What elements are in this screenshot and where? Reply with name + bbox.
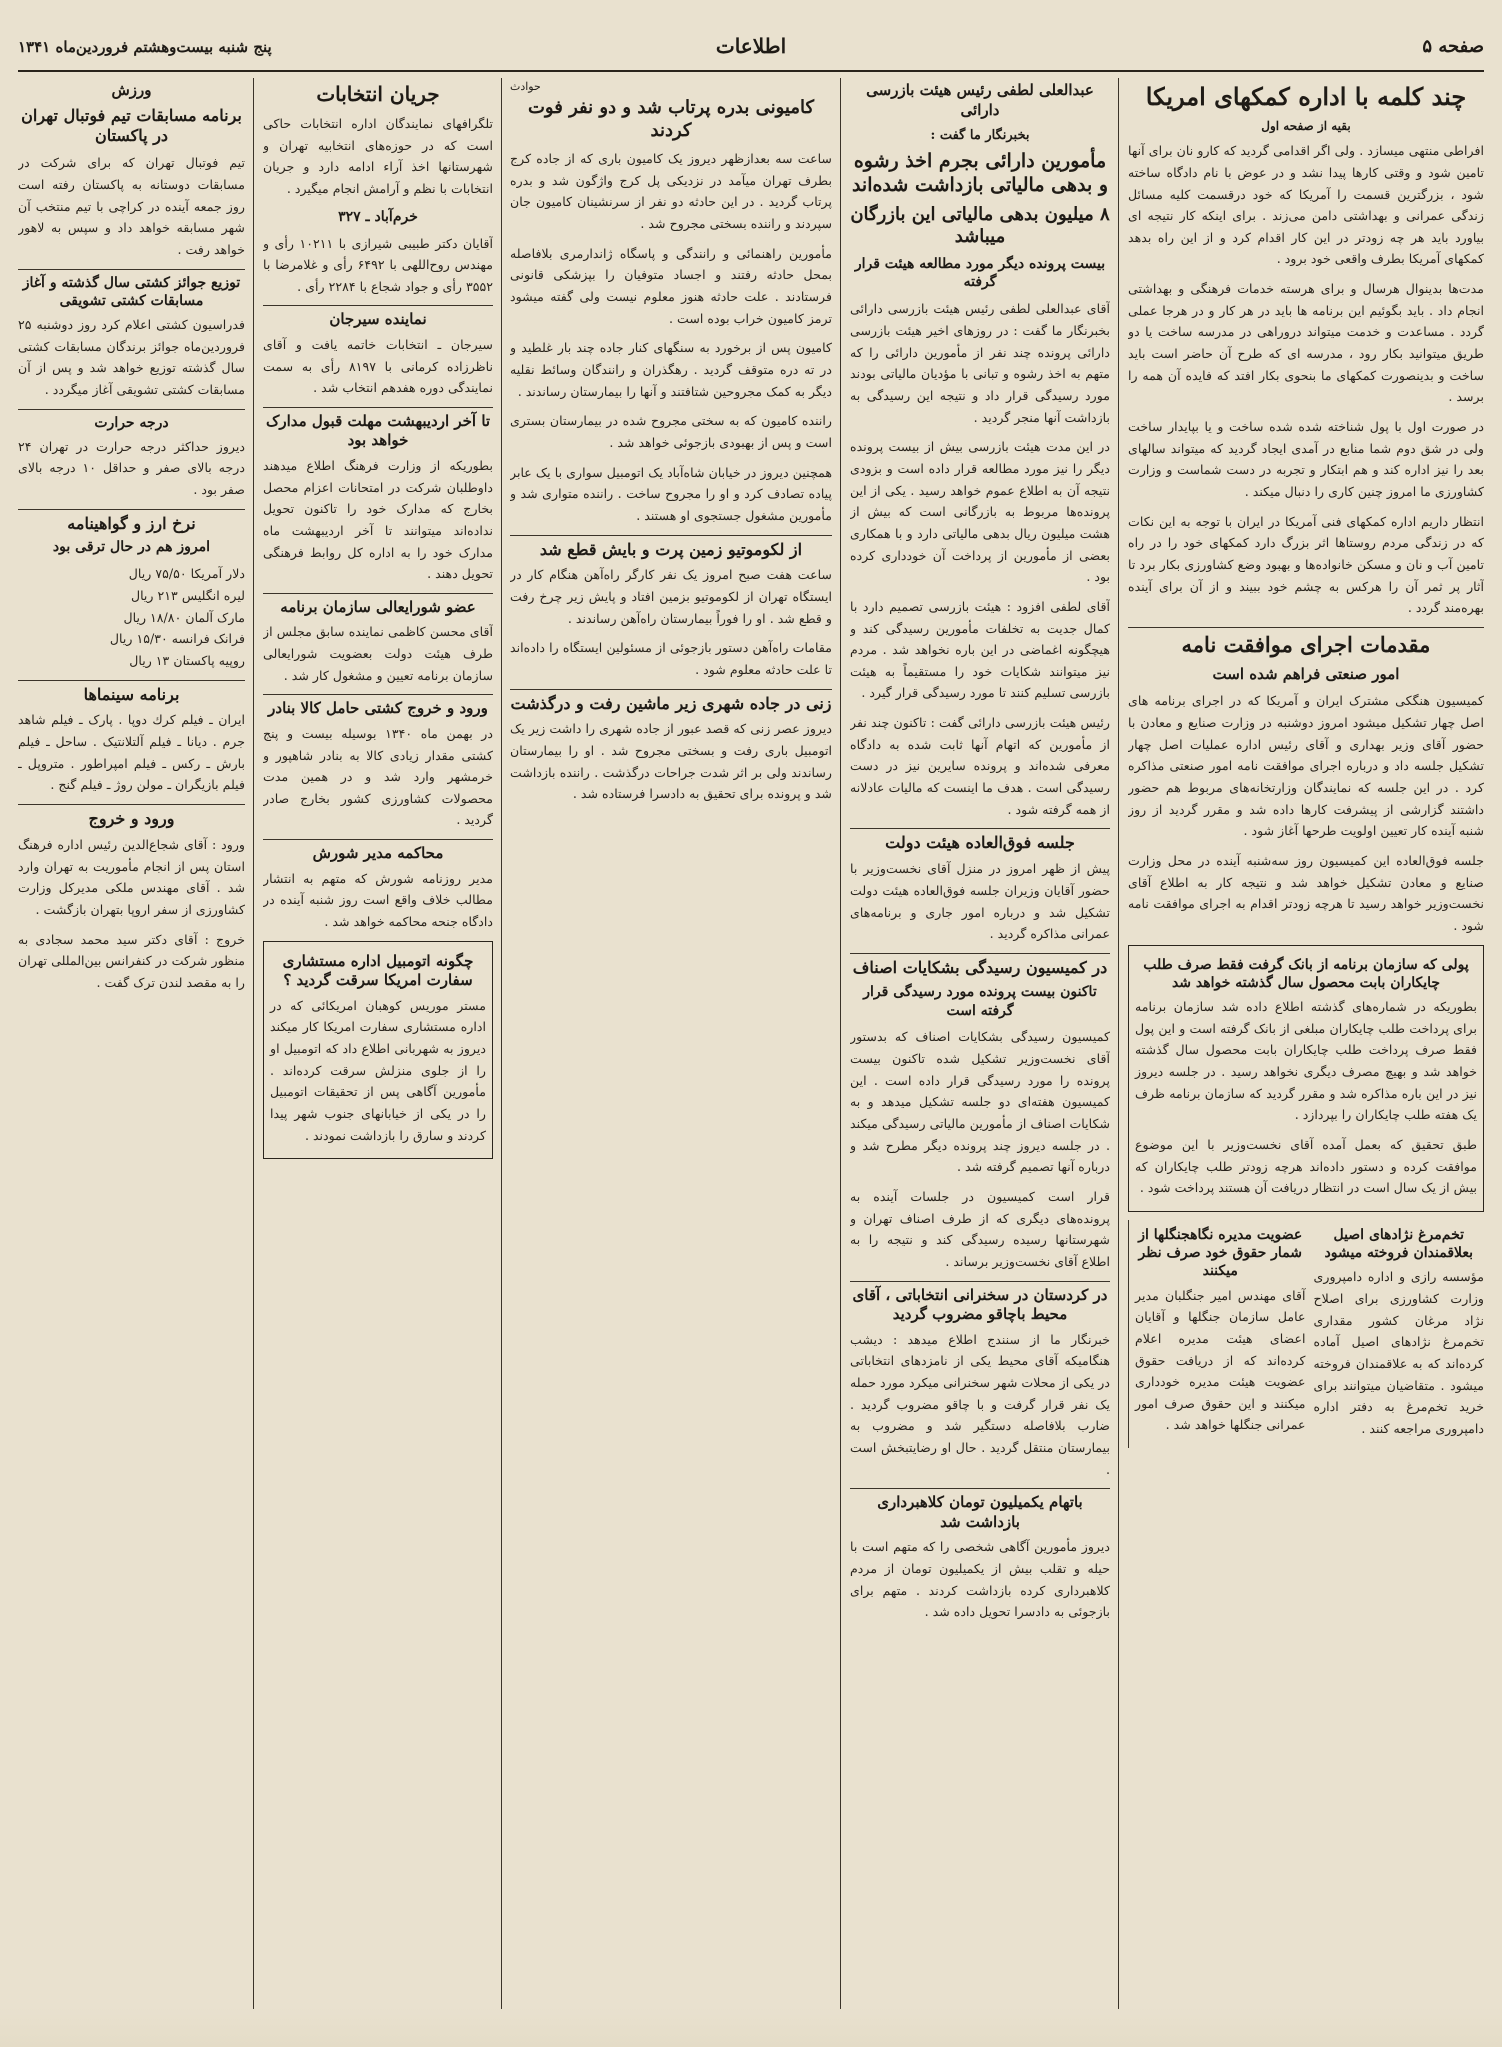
rate-row: دلار آمریکا ۷۵/۵۰ ریال: [128, 566, 245, 582]
article-paragraph: مأمورین راهنمائی و رانندگی و پاسگاه ژاندارمری بلافاصله بمحل حادثه رفتند و اجساد متوفیان را بپزشکی قانونی فرستادند . علت حادثه هنوز معلوم نیست ولی گفته میشود ترمز کامیون خراب بوده است .: [510, 245, 832, 326]
travel-headline: ورود و خروج: [18, 804, 245, 830]
locomotive-headline: از لکوموتیو زمین پرت و بایش قطع شد: [510, 535, 832, 561]
rate-row: روپیه پاکستان ۱۳ ریال: [129, 653, 245, 668]
cabinet-headline: جلسه فوق‌العاده هیئت دولت: [850, 828, 1110, 854]
inspection-kicker: عبدالعلی لطفی رئیس هیئت بازرسی دارائی: [866, 81, 1094, 120]
article-paragraph: آقایان دکتر طبیبی شیرازی با ۱۰۲۱۱ رأی و مهندس روح‌اللهی با ۶۴۹۲ رأی و غلامرضا با ۳۵۵۲ رأی و جواد شجاع با ۲۲۸۴ رأی .: [263, 235, 493, 294]
article-paragraph: بطوریکه از وزارت فرهنگ اطلاع میدهند داوطلبان شرکت در امتحانات اعزام محصل بخارج که مدارک خود را تاکنون تحویل نداده‌اند میتوانند تا آخر اردیبهشت ماه مدارک خود را به اداره کل روابط فرهنگی تحویل دهند .: [263, 457, 493, 582]
inspection-subheadline: بیست پرونده دیگر مورد مطالعه هیئت قرار گرفته: [854, 255, 1106, 291]
article-paragraph: مدت‌ها بدینوال هرسال و برای هرسته خدمات فرهنگی و بهداشتی انجام داد . باید بگوئیم این برنامه ها باید در هر کار و در هرجا عملی گردد . مساعدت و خدمت میتواند دروراهی در مدرسه ساخت یا دو طریق میتوانید بکار رود ، مدرسه ای که طرح آن حاضر است باید ساخت و بدینصورت کمکهای ما بنحوی بکار افتد که فایده آن همه را برسد .: [1128, 281, 1484, 405]
article-paragraph: دیروز حداکثر درجه حرارت در تهران ۲۴ درجه بالای صفر و حداقل ۱۰ درجه بالای صفر بود .: [18, 438, 245, 498]
article-paragraph: سیرجان ـ انتخابات خاتمه یافت و آقای ناظرزاده کرمانی با ۸۱۹۷ رأی به سمت نمایندگی دوره هفدهم انتخاب شد .: [263, 336, 493, 396]
council-headline: عضو شورایعالی سازمان برنامه: [263, 593, 493, 618]
article-paragraph: پیش از ظهر امروز در منزل آقای نخست‌وزیر با حضور آقایان وزیران جلسه فوق‌العاده هیئت دولت تشکیل شد و درباره امور جاری و برنامه‌های عمرانی مذاکره گردید .: [850, 861, 1110, 942]
article-paragraph: آقای لطفی افزود : هیئت بازرسی تصمیم دارد با کمال جدیت به تخلفات مأمورین رسیدگی کند و هیچگونه اغماضی در این باره نخواهد شد . مردم نیز میتوانند شکایات خود را مستقیماً به هیئت بازرسی تسلیم کنند تا مورد رسیدگی قرار گیرد .: [850, 598, 1110, 701]
inspection-kicker-2: بخبرنگار ما گفت :: [930, 127, 1030, 143]
article-paragraph: تیم فوتبال تهران که برای شرکت در مسابقات دوستانه به پاکستان رفته است روز جمعه آینده در کراچی با تیم منتخب آن شهر مسابقه خواهد داد و سپس به لاهور خواهد رفت .: [18, 155, 245, 257]
article-paragraph: همچنین دیروز در خیابان شاه‌آباد یک اتومبیل سواری با یک عابر پیاده تصادف کرد و او را مجروح ساخت . راننده متواری شد و مأمورین مشغول جستجوی او هستند .: [510, 464, 832, 523]
football-headline: برنامه مسابقات تیم فوتبال تهران در پاکستان: [21, 106, 242, 146]
column-rule: [1118, 78, 1119, 2009]
article-paragraph: کمیسیون هنگکی مشترک ایران و آمریکا که در اجرای برنامه های اصل چهار تشکیل میشود امروز دوشنبه در وزارت صنایع و معادن با حضور آقای وزیر بهداری و آقای رئیس اداره عملیات اصل چهار تشکیل جلسه داد و درباره اجرای موافقت نامه امور صنعتی مذاکره کرد . در این جلسه که نمایندگان وزارتخانه‌های مربوط هم حضور داشتند گزارشی از پیشرفت کارها داده شد و مقرر گردید از روز شنبه آینده کار تعیین اولویت طرحها آغاز شود .: [1128, 693, 1484, 839]
temperature-headline: درجه حرارت: [18, 409, 245, 432]
column-accidents: [510, 78, 832, 2009]
editorial-title: چند کلمه با اداره کمکهای امریکا: [1145, 82, 1467, 111]
article-paragraph: تلگرافهای نمایندگان اداره انتخابات حاکی است که در حوزه‌های انتخابیه تهران و شهرستانها اخذ آراء ادامه دارد و جریان انتخابات با نظم و آرامش انجام میگیرد .: [263, 116, 493, 196]
column-rule: [840, 78, 841, 2009]
article-paragraph: انتظار داریم اداره کمکهای فنی آمریکا در ایران با توجه به این نکات که در زندگی مردم روستاها اثر بزرگ دارد کمکهای خود را در راه تامین آب و نان و مسکن خانواده‌ها و بهبود وضع کشاورزی بکار برد تا آثار پر ثمر آن را هرکس به چشم خود ببیند و از آن برای آینده بهره‌مند گردد .: [1128, 513, 1484, 616]
sirjan-headline: نماینده سیرجان: [263, 305, 493, 330]
elections-headline: جریان انتخابات: [316, 82, 440, 106]
article-paragraph: راننده کامیون که به سختی مجروح شده در بیمارستان بستری است و پس از بهبودی بازجوئی خواهد شد .: [510, 413, 832, 450]
article-paragraph: افراطی منتهی میسازد . ولی اگر اقدامی گردید که کارو نان برای آنها تامین شود و وقتی کارها پیدا نشد و در عوض با نام دادگاه ساخته شود ، بزرگترین قسمت را آمریکا که خود درقسمت کلیه مسائل زندگی عمرانی و بهداشتی دامن می‌زند . برای اینکه کار نتیجه ای بیاورد باید هر چه زودتر در این کار اقدام کرد و از این راه بدهد کمکهای آمریکا بطرف واقعی خود برود .: [1128, 143, 1484, 267]
column-inspection: [850, 78, 1110, 2009]
agreement-headline: مقدمات اجرای موافقت نامه: [1181, 631, 1431, 657]
article-paragraph: خبرنگار ما از سنندج اطلاع میدهد : دیشب هنگامیکه آقای محیط یکی از نامزدهای انتخاباتی در یکی از محلات شهر سخنرانی میکرد مورد حمله یک نفر قرار گرفت و با چاقو مضروب گردید . ضارب بلافاصله دستگیر شد و مضروب به بیمارستان منتقل گردید . حال او رضایتبخش است .: [850, 1331, 1110, 1477]
article-paragraph: دیروز عصر زنی که قصد عبور از جاده شهری را داشت زیر یک اتومبیل باری رفت و بسختی مجروح شد . او را بیمارستان رساندند ولی بر اثر شدت جراحات درگذشت . راننده بازداشت شد و پرونده برای تحقیق به دادسرا فرستاده شد .: [510, 721, 832, 802]
column-sports: [18, 78, 245, 2009]
section-kicker: حوادث: [510, 80, 541, 93]
forests-headline: عضویت مدیره نگاهجنگلها از شمار حقوق خود صرف نظر میکنند: [1138, 1226, 1303, 1280]
rate-row: فرانک فرانسه ۱۵/۳۰ ریال: [109, 631, 245, 647]
agreement-subheadline: امور صنعتی فراهم شده است: [1212, 665, 1400, 684]
wrestling-headline: توزیع جوائز کشتی سال گذشته و آغاز مسابقات کشتی تشویقی: [18, 269, 245, 310]
continued-note: بقیه از صفحه اول: [1261, 119, 1351, 133]
page-number: صفحه ۵: [1422, 36, 1484, 57]
article-paragraph: مدیر روزنامه شورش که متهم به انتشار مطالب خلاف واقع است روز شنبه آینده در دادگاه جنحه محاکمه خواهد شد .: [263, 870, 493, 929]
eggs-headline: تخم‌مرغ نژادهای اصیل بعلاقمندان فروخته میشود: [1324, 1226, 1474, 1262]
divider: [1128, 627, 1484, 628]
embassy-car-box: [263, 941, 493, 1160]
issue-date: پنج شنبه بیست‌وهشتم فروردین‌ماه ۱۳۴۱: [18, 38, 272, 56]
kurdistan-headline: در کردستان در سخنرانی انتخاباتی ، آقای محیط باچاقو مضروب گردید: [850, 1281, 1110, 1325]
election-district: خرم‌آباد ـ ۳۲۷: [338, 208, 418, 225]
sports-kicker: ورزش: [111, 81, 152, 99]
article-paragraph: در بهمن ماه ۱۳۴۰ بوسیله بیست و پنج کشتی مقدار زیادی کالا به بنادر شاهپور و خرمشهر وارد شد و در همین مدت محصولات کشاورزی کشور بخارج صادر گردید .: [263, 725, 493, 828]
article-paragraph: رئیس هیئت بازرسی دارائی گفت : تاکنون چند نفر از مأمورین که اتهام آنها ثابت شده به دادگاه معرفی شده‌اند و پرونده سایرین نیز در دست رسیدگی است . هدف ما اینست که مالیات عادلانه از همه گرفته شود .: [850, 715, 1110, 817]
article-paragraph: ساعت هفت صبح امروز یک نفر کارگر راه‌آهن هنگام کار در ایستگاه تهران از لکوموتیو بزمین افتاد و پایش زیر چرخ رفت و قطع شد . او را فوراً بیمارستان راه‌آهن رساندند .: [510, 567, 832, 626]
article-paragraph: ورود : آقای شجاع‌الدین رئیس اداره فرهنگ استان پس از انجام مأموریت به تهران وارد شد . آقای مهندس ملکی مدیرکل وزارت کشاورزی از سفر اروپا بتهران بازگشت .: [18, 836, 245, 917]
trial-headline: محاکمه مدیر شورش: [263, 839, 493, 864]
article-paragraph: ساعت سه بعدازظهر دیروز یک کامیون باری که از جاده کرج بطرف تهران میآمد در نزدیکی پل کرج واژگون شد و بدره پرتاب گردید . در این حادثه دو نفر از سرنشینان کامیون جان سپردند و راننده بسختی مجروح شد .: [510, 151, 832, 231]
article-paragraph: مؤسسه رازی و اداره دامپروری وزارت کشاورزی برای اصلاح نژاد مرغان کشور مقداری تخم‌مرغ نژادهای اصیل آماده کرده‌اند که به علاقمندان فروخته میشود . متقاضیان میتوانند برای خرید تخم‌مرغ به دفتر اداره دامپروری مراجعه کنند .: [1313, 1269, 1484, 1436]
article-paragraph: مقامات راه‌آهن دستور بازجوئی از مسئولین ایستگاه را داده‌اند تا علت حادثه معلوم شود .: [510, 640, 832, 677]
embassy-car-headline: چگونه اتومبیل اداره مستشاری سفارت امریکا سرقت گردید ؟: [282, 951, 474, 990]
article-paragraph: خروج : آقای دکتر سید محمد سجادی به منظور شرکت در کنفرانس بین‌المللی تهران را به مقصد لندن ترک گفت .: [18, 931, 245, 990]
article-paragraph: آقای مهندس امیر جنگلبان مدیر عامل سازمان جنگلها و آقایان اعضای هیئت مدیره اعلام کرده‌اند که از دریافت حقوق عضویت هیئت مدیره خودداری میکنند و این حقوق صرف امور عمرانی جنگلها خواهد شد .: [1135, 1287, 1306, 1433]
article-paragraph: جلسه فوق‌العاده این کمیسیون روز سه‌شنبه آینده در محل وزارت صنایع و معادن تشکیل خواهد شد و نتیجه کار به اطلاع آقای نخست‌وزیر خواهد رسید تا هرچه زودتر اقدام به اجرای موافقت نامه شود .: [1128, 853, 1484, 934]
article-paragraph: ایران ـ فیلم کرك دوپا . پارک ـ فیلم شاهد جرم . دیانا ـ فیلم آلتلانتیک . ساحل ـ فیلم بارش ـ رکس ـ فیلم امپراطور . متروپل ـ فیلم بازیگران ـ مولن روژ ـ فیلم گنج .: [18, 712, 245, 793]
page-header: [18, 30, 1484, 72]
rate-row: لیره انگلیس ۲۱۳ ریال: [130, 588, 245, 604]
rates-list: [18, 563, 245, 671]
column-rule: [501, 78, 502, 2009]
article-paragraph: بطوریکه در شماره‌های گذشته اطلاع داده شد سازمان برنامه برای پرداخت طلب چایکاران مبلغی از بانک گرفته است و این پول فقط صرف پرداخت طلب چایکاران بابت محصول سال گذشته خواهد شد و بهیچ مصرف دیگری نخواهد رسید . در جلسه دیروز نیز در این باره مذاکره شد و مقرر گردید که سازمان برنامه ظرف یک هفته طلب چایکاران را بپردازد .: [1135, 999, 1477, 1123]
inspection-headline: مأمورین دارائی بجرم اخذ رشوه و بدهی مالیاتی بازداشت شده‌اند: [851, 150, 1109, 196]
tea-growers-headline: پولی که سازمان برنامه از بانک گرفت فقط صرف طلب چایکاران بابت محصول سال گذشته خواهد شد: [1143, 956, 1469, 991]
cinema-headline: برنامه سینماها: [18, 680, 245, 706]
truck-accident-headline: کامیونی بدره پرتاب شد و دو نفر فوت کردند: [527, 97, 815, 141]
fraud-headline: باتهام یکمیلیون تومان کلاهبرداری بازداشت شد: [850, 1488, 1110, 1532]
article-paragraph: مستر موریس کوهبان امریکائی که در اداره مستشاری سفارت امریکا کار میکند دیروز به شهربانی اطلاع داد که اتومبیل او را از جلوی منزلش سرقت کرده‌اند . مأمورین آگاهی پس از تحقیقات اتومبیل را در یکی از خیابانهای جنوب شهر پیدا کردند و سارق را بازداشت نمودند .: [270, 997, 486, 1143]
ships-headline: ورود و خروج کشتی حامل کالا بنادر: [263, 694, 493, 719]
rates-subheadline: امروز هم در حال ترقی بود: [52, 539, 211, 556]
deadline-headline: تا آخر اردیبهشت مهلت قبول مدارک خواهد بود: [263, 407, 493, 451]
article-paragraph: آقای عبدالعلی لطفی رئیس هیئت بازرسی دارائی بخبرنگار ما گفت : در روزهای اخیر هیئت بازرسی دارائی پرونده چند نفر از مأمورین دارائی را که متهم به اخذ رشوه و تبانی با مؤدیان مالیاتی بودند مورد رسیدگی قرار داد و نتیجه این رسیدگی به بازداشت آنها منجر گردید .: [850, 301, 1110, 425]
newspaper-name: اطلاعات: [715, 34, 787, 58]
column-elections: [263, 78, 493, 2009]
article-paragraph: فدراسیون کشتی اعلام کرد روز دوشنبه ۲۵ فروردین‌ماه جوائز برندگان مسابقات کشتی سال گذشته توزیع خواهد شد و پس از آن مسابقات کشتی تشویقی آغاز میگردد .: [18, 316, 245, 397]
complaints-subheadline: تاکنون بیست پرونده مورد رسیدگی قرار گرفته است: [863, 983, 1097, 1019]
article-paragraph: کامیون پس از برخورد به سنگهای کنار جاده چند بار غلطید و در ته دره متوقف گردید . رهگذران و رانندگان وسائط نقلیه دیگر به کمک مجروحین شتافتند و آنها را بیمارستان رساندند .: [510, 340, 832, 399]
rate-row: مارک آلمان ۱۸/۸۰ ریال: [123, 609, 245, 625]
rates-headline: نرخ ارز و گواهینامه: [18, 509, 245, 535]
article-paragraph: در این مدت هیئت بازرسی بیش از بیست پرونده دیگر را نیز مورد مطالعه قرار داده است و بزودی نتیجه آن به اطلاع عموم خواهد رسید . یکی از این پرونده‌ها مربوط به بازرگانی است که بیش از هشت میلیون ریال بدهی مالیاتی دارد و با همکاری بعضی از مأمورین از پرداخت آن خودداری کرده بود .: [850, 439, 1110, 585]
article-paragraph: آقای محسن کاظمی نماینده سابق مجلس از طرف هیئت دولت بعضویت شورایعالی سازمان برنامه تعیین و مشغول کار شد .: [263, 624, 493, 683]
article-paragraph: دیروز مأمورین آگاهی شخصی را که متهم است با حیله و تقلب بیش از یکمیلیون تومان از مردم کلاهبرداری کرده بازداشت کردند . متهم برای بازجوئی به دادسرا تحویل داده شد .: [850, 1539, 1110, 1620]
column-editorial: [1128, 78, 1484, 2009]
column-rule: [253, 78, 254, 2009]
article-paragraph: کمیسیون رسیدگی بشکایات اصناف که بدستور آقای نخست‌وزیر تشکیل شده تاکنون بیست پرونده را مورد رسیدگی قرار داده است . این کمیسیون هفته‌ای دو جلسه تشکیل میدهد و به شکایات اصناف از مأمورین مالیاتی رسیدگی میکند . در جلسه دیروز چند پرونده دیگر مطرح شد و درباره آنها تصمیم گرفته شد .: [850, 1029, 1110, 1175]
inspection-headline-2: ۸ میلیون بدهی مالیاتی این بازرگان میباشد: [850, 203, 1110, 248]
woman-accident-headline: زنی در جاده شهری زیر ماشین رفت و درگذشت: [510, 689, 832, 715]
page-bottom-edge: [0, 2007, 1502, 2047]
article-paragraph: در صورت اول با پول شناخته شده شده ساخت و یا بپایدار ساخت ولی در شق دوم شما منابع در آمدی ایجاد گردید که میتواند سالهای بعد را نیز اداره کند و هم ابتکار و تجربه در دست شماست و وزارت کشاورزی ما امروز چنین کاری را دنبال میکند .: [1128, 419, 1484, 500]
article-paragraph: طبق تحقیق که بعمل آمده آقای نخست‌وزیر با این موضوع موافقت کرده و دستور داده‌اند هرچه زودتر طلب چایکاران که بیش از یک سال است در انتظار دریافت آن هستند پرداخت شود .: [1135, 1137, 1477, 1196]
complaints-headline: در کمیسیون رسیدگی بشکایات اصناف: [850, 953, 1110, 979]
article-paragraph: قرار است کمیسیون در جلسات آینده به پرونده‌های دیگری که از طرف اصناف تهران و شهرستانها رسیده رسیدگی کند و نتیجه را به اطلاع آقای نخست‌وزیر برساند .: [850, 1189, 1110, 1269]
tea-growers-box: [1128, 945, 1484, 1212]
